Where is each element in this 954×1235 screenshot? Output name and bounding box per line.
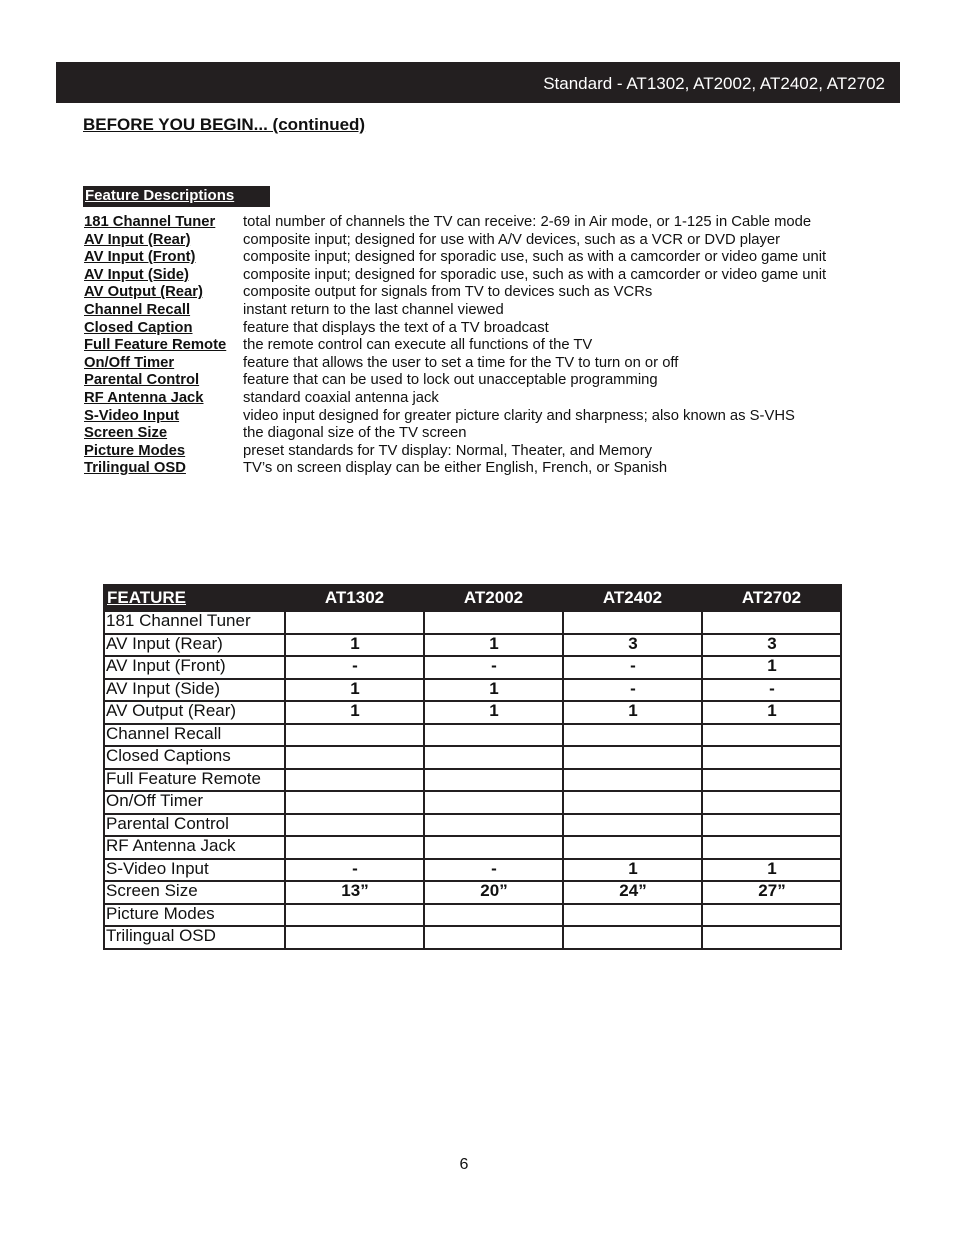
feature-name-cell: Parental Control: [104, 814, 285, 837]
model-value-cell: -: [285, 859, 424, 882]
model-value-cell: [285, 791, 424, 814]
table-row: [104, 679, 841, 702]
features-heading: [83, 186, 270, 207]
model-value-cell: [285, 746, 424, 769]
description-row: [84, 372, 884, 390]
description-term: Parental Control: [84, 372, 200, 389]
description-row: [84, 320, 884, 338]
features-heading-label: Feature Descriptions: [85, 187, 235, 204]
model-value-cell: [563, 904, 702, 927]
page-number: 6: [459, 1156, 469, 1173]
model-value-cell: [285, 926, 424, 949]
description-term: 181 Channel Tuner: [84, 214, 216, 230]
feature-name-cell: Full Feature Remote: [104, 769, 285, 792]
model-value-cell: -: [563, 656, 702, 679]
description-text: the diagonal size of the TV screen: [243, 425, 467, 442]
description-term: Channel Recall: [84, 301, 191, 318]
feature-name-cell: AV Output (Rear): [104, 701, 285, 724]
model-value-cell: -: [563, 679, 702, 702]
feature-name-cell: On/Off Timer: [104, 791, 285, 814]
model-value-cell: 1: [285, 701, 424, 724]
description-term: RF Antenna Jack: [84, 389, 204, 406]
feature-comparison-table: [103, 584, 842, 950]
table-header-row: [104, 585, 841, 611]
description-text: composite input; designed for sporadic use, such as with a camcorder or video game unit: [243, 266, 827, 283]
feature-name-cell: Trilingual OSD: [104, 926, 285, 949]
table-row: [104, 611, 841, 634]
description-row: [84, 408, 884, 426]
model-value-cell: [285, 724, 424, 747]
description-text: TV’s on screen display can be either English, French, or Spanish: [243, 460, 668, 477]
description-text: standard coaxial antenna jack: [243, 389, 439, 406]
table-row: [104, 791, 841, 814]
model-value-cell: [424, 904, 563, 927]
model-value-cell: 1: [702, 656, 841, 679]
description-term: Closed Caption: [84, 319, 193, 336]
model-value-cell: [563, 611, 702, 634]
description-row: [84, 232, 884, 250]
model-value-cell: [424, 724, 563, 747]
table-row: [104, 769, 841, 792]
description-text: feature that displays the text of a TV broadcast: [243, 319, 549, 336]
feature-description-list: [84, 214, 884, 478]
feature-name-cell: RF Antenna Jack: [104, 836, 285, 859]
column-header-model: AT2002: [424, 585, 563, 611]
model-value-cell: -: [285, 656, 424, 679]
description-row: [84, 390, 884, 408]
model-value-cell: 1: [424, 634, 563, 657]
table-row: [104, 724, 841, 747]
feature-name-cell: AV Input (Front): [104, 656, 285, 679]
description-term: AV Input (Side): [84, 266, 189, 283]
model-value-cell: [702, 836, 841, 859]
table-row: [104, 701, 841, 724]
header-title: Standard - AT1302, AT2002, AT2402, AT2702: [543, 74, 885, 93]
model-value-cell: 24”: [563, 881, 702, 904]
table-row: [104, 881, 841, 904]
description-text: video input designed for greater picture clarity and sharpness; also known as S-VHS: [243, 407, 795, 424]
model-value-cell: [424, 611, 563, 634]
model-value-cell: [563, 769, 702, 792]
description-term: AV Input (Rear): [84, 231, 191, 248]
description-term: Full Feature Remote: [84, 337, 227, 354]
table-row: [104, 836, 841, 859]
table-row: [104, 656, 841, 679]
description-term: S-Video Input: [84, 407, 180, 424]
model-value-cell: [285, 836, 424, 859]
model-value-cell: [563, 926, 702, 949]
model-value-cell: 1: [285, 679, 424, 702]
feature-name-cell: S-Video Input: [104, 859, 285, 882]
feature-name-cell: Channel Recall: [104, 724, 285, 747]
model-value-cell: [424, 746, 563, 769]
model-value-cell: [424, 791, 563, 814]
column-header-model: AT1302: [285, 585, 424, 611]
model-value-cell: [563, 836, 702, 859]
description-text: composite output for signals from TV to devices such as VCRs: [243, 284, 653, 301]
model-value-cell: [702, 904, 841, 927]
model-value-cell: 1: [563, 701, 702, 724]
column-header-model: AT2402: [563, 585, 702, 611]
model-value-cell: [702, 611, 841, 634]
feature-name-cell: Closed Captions: [104, 746, 285, 769]
description-text: total number of channels the TV can receive: 2-69 in Air mode, or 1-125 in Cable mode: [243, 214, 812, 230]
model-value-cell: [424, 769, 563, 792]
description-row: [84, 284, 884, 302]
description-row: [84, 214, 884, 232]
model-value-cell: -: [702, 679, 841, 702]
table-row: [104, 904, 841, 927]
feature-name-cell: AV Input (Side): [104, 679, 285, 702]
description-row: [84, 355, 884, 373]
model-value-cell: [702, 724, 841, 747]
description-row: [84, 302, 884, 320]
description-row: [84, 460, 884, 478]
model-value-cell: [424, 836, 563, 859]
description-text: the remote control can execute all functions of the TV: [243, 337, 593, 354]
description-term: Trilingual OSD: [84, 460, 186, 477]
model-value-cell: [285, 769, 424, 792]
model-value-cell: [702, 814, 841, 837]
model-value-cell: [285, 611, 424, 634]
description-row: [84, 443, 884, 461]
description-row: [84, 249, 884, 267]
table-row: [104, 859, 841, 882]
model-value-cell: [285, 814, 424, 837]
model-value-cell: -: [424, 859, 563, 882]
description-row: [84, 425, 884, 443]
column-header-model: AT2702: [702, 585, 841, 611]
description-text: instant return to the last channel viewed: [243, 301, 504, 318]
column-header-feature: FEATURE: [104, 585, 285, 611]
model-value-cell: [424, 926, 563, 949]
table-row: [104, 814, 841, 837]
description-text: preset standards for TV display: Normal, Theater, and Memory: [243, 442, 653, 459]
model-value-cell: 1: [563, 859, 702, 882]
model-value-cell: 1: [702, 701, 841, 724]
model-value-cell: 20”: [424, 881, 563, 904]
description-row: [84, 267, 884, 285]
description-text: feature that can be used to lock out unacceptable programming: [243, 372, 658, 389]
model-value-cell: [563, 791, 702, 814]
model-value-cell: 1: [285, 634, 424, 657]
header-bar: [56, 62, 900, 103]
feature-name-cell: AV Input (Rear): [104, 634, 285, 657]
description-text: composite input; designed for sporadic use, such as with a camcorder or video game unit: [243, 249, 827, 266]
description-term: Picture Modes: [84, 442, 186, 459]
model-value-cell: [563, 814, 702, 837]
model-value-cell: 3: [702, 634, 841, 657]
section-heading: BEFORE YOU BEGIN... (continued): [83, 115, 366, 134]
model-value-cell: 1: [424, 701, 563, 724]
description-row: [84, 337, 884, 355]
model-value-cell: [702, 769, 841, 792]
model-value-cell: 1: [424, 679, 563, 702]
model-value-cell: 3: [563, 634, 702, 657]
description-term: On/Off Timer: [84, 354, 175, 371]
model-value-cell: [702, 926, 841, 949]
model-value-cell: [563, 746, 702, 769]
table-row: [104, 634, 841, 657]
model-value-cell: [702, 746, 841, 769]
model-value-cell: [285, 904, 424, 927]
model-value-cell: 27”: [702, 881, 841, 904]
feature-name-cell: Screen Size: [104, 881, 285, 904]
table-row: [104, 746, 841, 769]
description-term: AV Input (Front): [84, 249, 196, 266]
model-value-cell: [424, 814, 563, 837]
model-value-cell: [702, 791, 841, 814]
model-value-cell: [563, 724, 702, 747]
model-value-cell: 1: [702, 859, 841, 882]
feature-name-cell: 181 Channel Tuner: [104, 611, 285, 634]
model-value-cell: -: [424, 656, 563, 679]
model-value-cell: 13”: [285, 881, 424, 904]
description-term: AV Output (Rear): [84, 284, 203, 301]
description-text: feature that allows the user to set a time for the TV to turn on or off: [243, 354, 679, 371]
feature-name-cell: Picture Modes: [104, 904, 285, 927]
description-term: Screen Size: [84, 425, 168, 442]
description-text: composite input; designed for use with A/V devices, such as a VCR or DVD player: [243, 231, 781, 248]
table-row: [104, 926, 841, 949]
